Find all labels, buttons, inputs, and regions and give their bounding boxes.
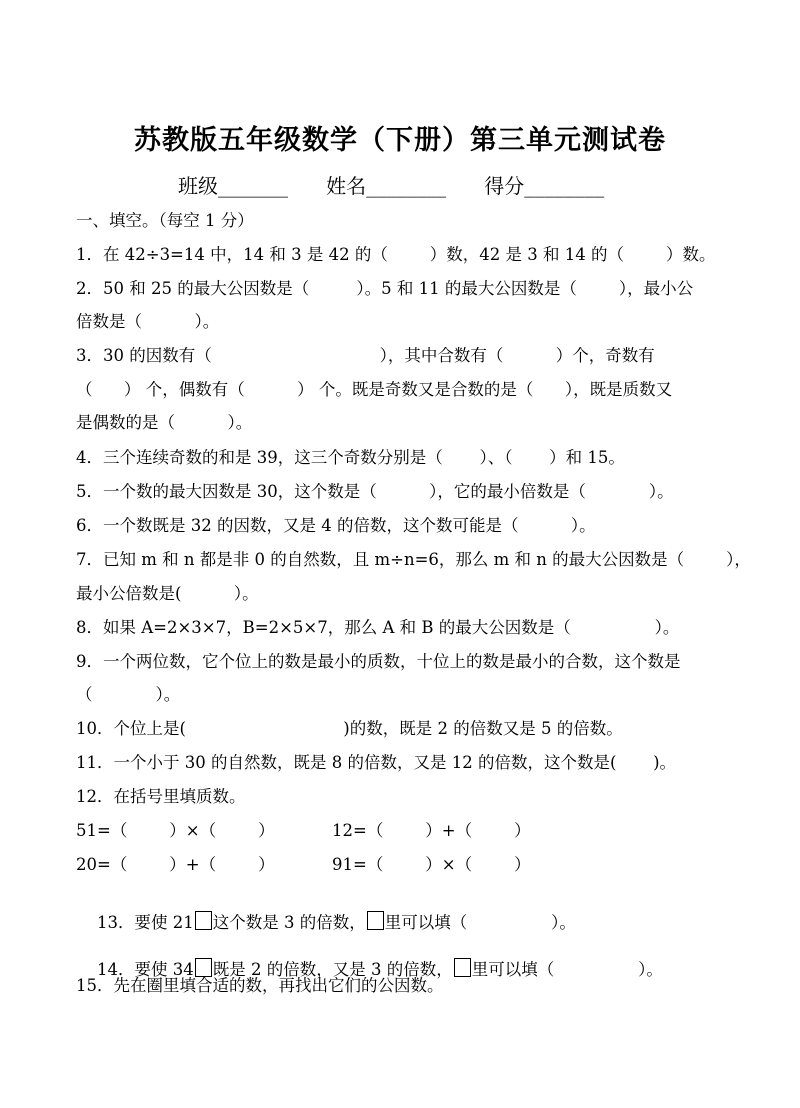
page-title: 苏教版五年级数学（下册）第三单元测试卷	[134, 125, 666, 156]
student-info-line: 班级_______ 姓名________ 得分________	[178, 174, 605, 198]
question-line: 4．三个连续奇数的和是 39，这三个奇数分别是（ ）、（ ）和 15。	[76, 448, 625, 467]
section-heading: 一、填空。（每空 1 分）	[76, 211, 254, 230]
question-line: 12．在括号里填质数。	[76, 787, 246, 806]
question-line: 倍数是（ ）。	[76, 312, 220, 331]
question-line: （ ）。	[76, 685, 181, 704]
equation-left: 20=（ ）+（ ）	[76, 855, 275, 874]
blank-box	[367, 911, 384, 930]
question-line: 是偶数的是（ ）。	[76, 413, 253, 432]
q13-text-b: 这个数是 3 的倍数，	[212, 912, 366, 932]
q13-text-a: 13．要使 21	[96, 912, 194, 932]
q13-text-c: 里可以填（ ）。	[384, 912, 576, 932]
question-line: 3．30 的因数有（ ），其中合数有（ ）个，奇数有	[76, 346, 655, 365]
question-line: 最小公倍数是( ）。	[76, 584, 259, 603]
blank-box	[195, 911, 212, 930]
question-line: （ ） 个，偶数有（ ） 个。既是奇数又是合数的是（ ），既是质数又	[76, 380, 673, 399]
question-line: 5．一个数的最大因数是 30，这个数是（ ），它的最小倍数是（ ）。	[76, 482, 674, 501]
equation-right: 91=（ ）×（ ）	[332, 855, 531, 874]
q14-text-b: 既是 2 的倍数，又是 3 的倍数，	[212, 959, 453, 979]
question-line: 7．已知 m 和 n 都是非 0 的自然数，且 m÷n=6，那么 m 和 n 的最大公因数是（ ），	[76, 550, 751, 569]
question-13	[76, 894, 576, 948]
question-line: 10．个位上是( )的数，既是 2 的倍数又是 5 的倍数。	[76, 719, 623, 738]
equation-right: 12=（ ）+（ ）	[332, 821, 531, 840]
equation-left: 51=（ ）×（ ）	[76, 821, 275, 840]
q14-text-a: 14．要使 34	[96, 959, 194, 979]
question-line: 9．一个两位数，它个位上的数是最小的质数，十位上的数是最小的合数，这个数是	[76, 652, 681, 671]
question-line: 6．一个数既是 32 的因数，又是 4 的倍数，这个数可能是（ ）。	[76, 516, 596, 535]
blank-box	[454, 958, 471, 977]
question-line: 8．如果 A=2×3×7，B=2×5×7，那么 A 和 B 的最大公因数是（ ）。	[76, 618, 680, 637]
question-line: 1．在 42÷3=14 中，14 和 3 是 42 的（ ）数，42 是 3 和 14 的（ ）数。	[76, 245, 716, 264]
question-line: 2．50 和 25 的最大公因数是（ ）。5 和 11 的最大公因数是（ ），最小公	[76, 279, 694, 298]
q14-text-c: 里可以填（ ）。	[471, 959, 663, 979]
question-line: 15．先在圈里填合适的数，再找出它们的公因数。	[76, 976, 444, 995]
blank-box	[195, 958, 212, 977]
question-line: 11．一个小于 30 的自然数，既是 8 的倍数，又是 12 的倍数，这个数是( )。	[76, 753, 677, 772]
